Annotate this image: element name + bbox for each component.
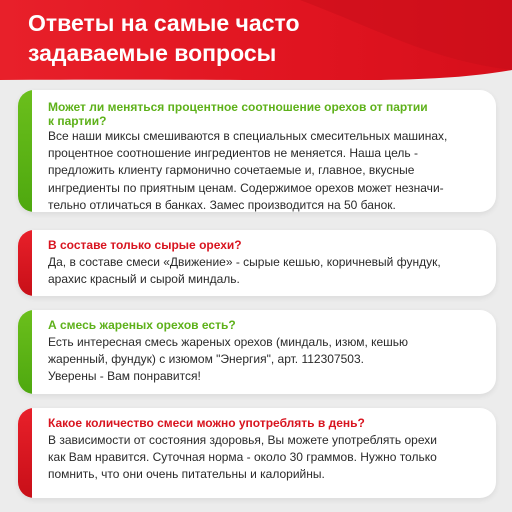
page-title-line-1: Ответы на самые часто xyxy=(28,10,300,36)
faq-answer: Все наши миксы смешиваются в специальных смесительных машинах, процентное соотношение ингредиентов не меняется. Наша цель - предложить клиенту гармонично сочетаемые и, главное, вкусные ингредиенты по приятным ценам. Содержимое орехов может незначи- тельно отличаться в банках. Замес производится на 50 банок. xyxy=(48,129,448,212)
page-title-line-2: задаваемые вопросы xyxy=(28,40,277,66)
faq-card-4 xyxy=(18,408,496,498)
faq-card-3 xyxy=(18,310,496,394)
faq-card-1 xyxy=(18,90,496,212)
faq-card-accent xyxy=(18,90,32,212)
faq-answer: В зависимости от состояния здоровья, Вы можете употреблять орехи как Вам нравится. Суточная норма - около 30 граммов. Нужно только помнить, что они очень питательны и калорийны. xyxy=(48,433,437,482)
faq-answer: Есть интересная смесь жареных орехов (миндаль, изюм, кешью жаренный, фундук) с изюмом "Энергия", арт. 112307503. Уверены - Вам понравится! xyxy=(48,335,409,384)
faq-question: А смесь жареных орехов есть? xyxy=(48,318,236,332)
faq-question: Какое количество смеси можно употреблять в день? xyxy=(48,416,365,430)
faq-card-accent xyxy=(18,230,32,296)
faq-card-2 xyxy=(18,230,496,296)
faq-card-accent xyxy=(18,408,32,498)
faq-answer: Да, в составе смеси «Движение» - сырые кешью, коричневый фундук, арахис красный и сырой миндаль. xyxy=(48,255,441,287)
header-banner xyxy=(0,0,512,80)
faq-question: Может ли меняться процентное соотношение орехов от партии к партии? xyxy=(48,100,428,128)
page-title xyxy=(28,8,488,68)
faq-question: В составе только сырые орехи? xyxy=(48,238,242,252)
faq-card-accent xyxy=(18,310,32,394)
